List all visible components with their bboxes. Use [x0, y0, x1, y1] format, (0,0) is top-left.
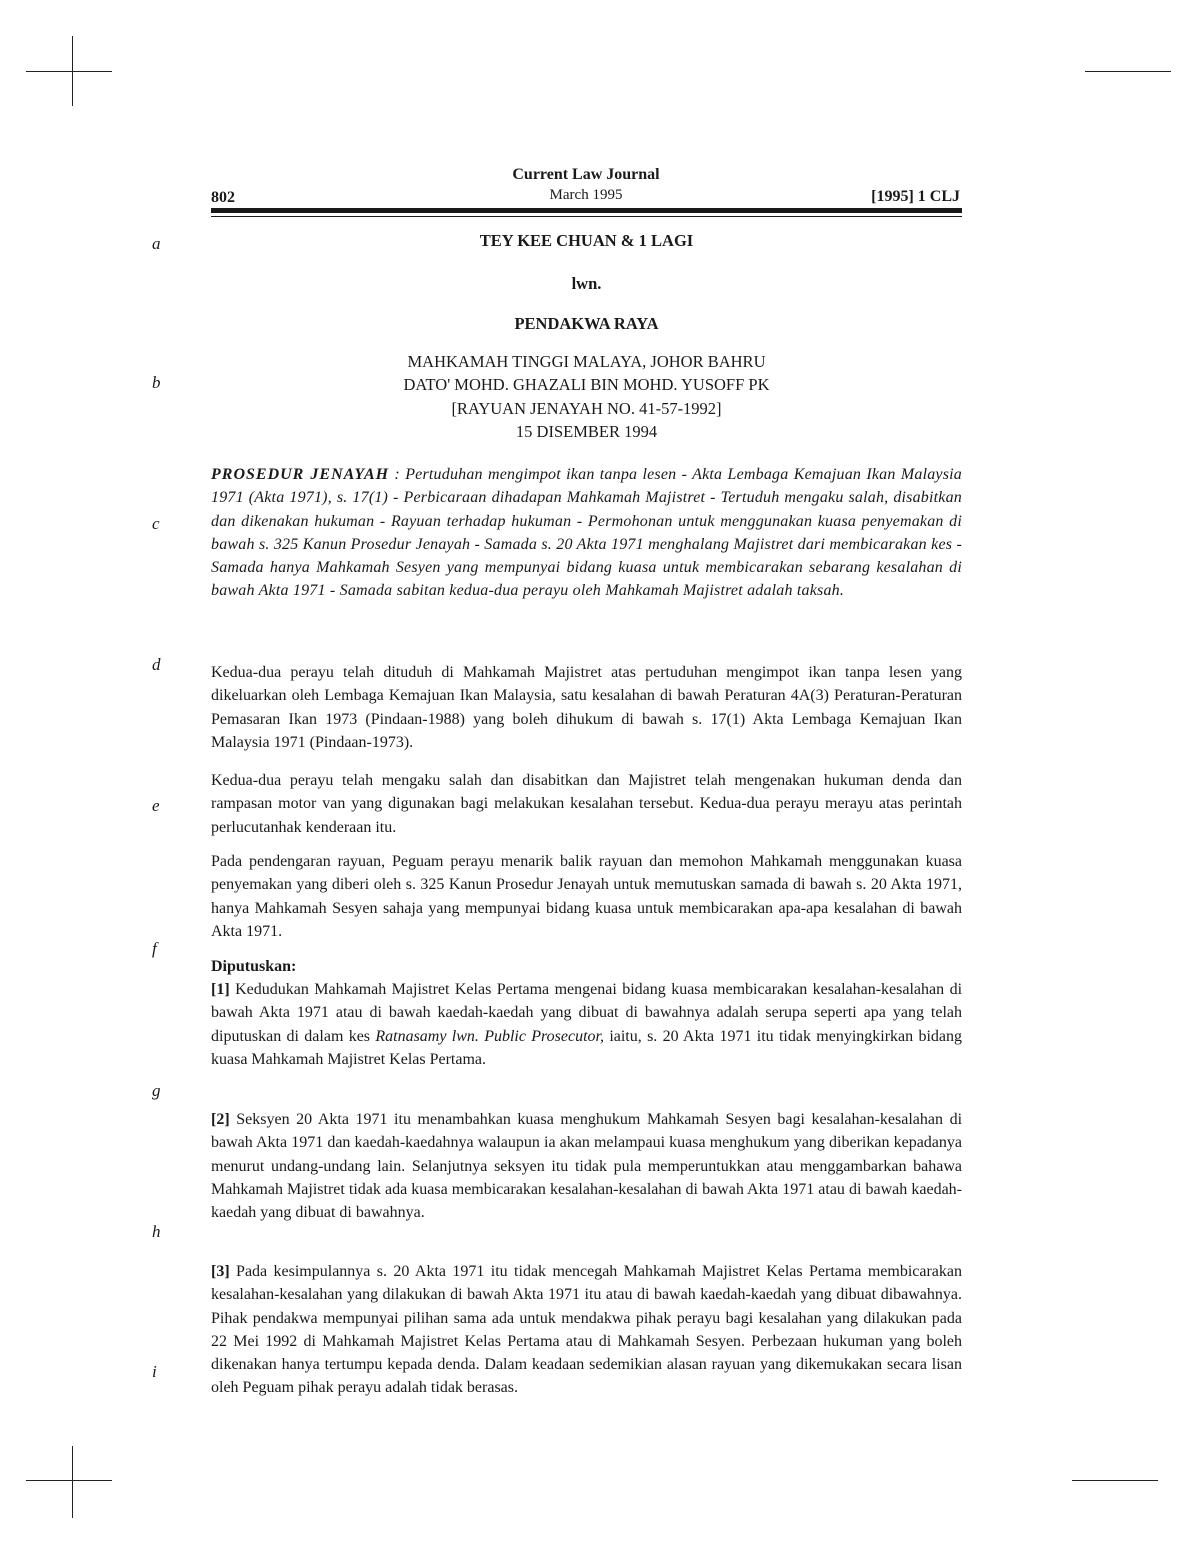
crop-mark-bottom-left-vertical: [72, 1446, 73, 1518]
case-number: [RAYUAN JENAYAH NO. 41-57-1992]: [451, 398, 722, 418]
court-name: MAHKAMAH TINGGI MALAYA, JOHOR BAHRU: [407, 352, 766, 371]
crop-mark-top-left-horizontal: [26, 71, 112, 72]
margin-letter-d: d: [152, 655, 161, 674]
case-parties-appellants: TEY KEE CHUAN & 1 LAGI: [479, 231, 694, 250]
held-item-text: Pada kesimpulannya s. 20 Akta 1971 itu tidak mencegah Mahkamah Majistret Kelas Pertama membicarakan kesalahan-kesalahan yang dilakukan di bawah Akta 1971 itu atau di bawah kaedah-kaedah yang dibuat dibawahnya. Pihak pendakwa mempunyai pilihan sama ada untuk mendakwa pihak perayu bagi kesalahan yang dilakukan pada 22 Mei 1992 di Mahkamah Majistret Kelas Pertama atau di Mahkamah Sesyen. Perbezaan hukuman yang boleh dikenakan hanya tertumpu kepada denda. Dalam keadaan sedemikian alasan rayuan yang dikemukakan secara lisan oleh Peguam pihak perayu adalah tidak berasas.: [211, 1263, 962, 1397]
crop-mark-top-right-horizontal: [1085, 71, 1171, 72]
margin-letter-g: g: [152, 1081, 161, 1100]
journal-title: Current Law Journal: [512, 166, 660, 183]
court-details: [211, 350, 962, 443]
headnote-paragraph-2: Kedua-dua perayu telah mengaku salah dan disabitkan dan Majistret telah mengenakan hukuman denda dan rampasan motor van yang digunakan bagi melakukan kesalahan tersebut. Kedua-dua perayu merayu atas perintah perlucutanhak kenderaan itu.: [211, 772, 962, 836]
case-versus: lwn.: [571, 274, 602, 293]
catchwords-text: : Pertuduhan mengimpot ikan tanpa lesen - Akta Lembaga Kemajuan Ikan Malaysia 1971 (Akta 1971), s. 17(1) - Perbicaraan dihadapan Mahkamah Majistret - Tertuduh mengaku salah, disabitkan dan dikenakan hukuman - Rayuan terhadap hukuman - Permohonan untuk menggunakan kuasa penyemakan di bawah s. 325 Kanun Prosedur Jenayah - Samada s. 20 Akta 1971 menghalang Majistret dari membicarakan kes - Samada hanya Mahkamah Sesyen yang mempunyai bidang kuasa untuk membicarakan sebarang kesalahan di bawah Akta 1971 - Samada sabitan kedua-dua perayu oleh Mahkamah Majistret adalah taksah.: [211, 466, 962, 600]
crop-mark-bottom-left-horizontal: [26, 1480, 112, 1481]
held-item-text: Kedudukan Mahkamah Majistret Kelas Pertama mengenai bidang kuasa membicarakan kesalahan-kesalahan di bawah Akta 1971 atau di bawah kaedah-kaedah yang dibuat di bawahnya adalah serupa seperti apa yang telah diputuskan di dalam kes: [211, 981, 963, 1045]
catchwords: [211, 463, 962, 603]
headnote-paragraph-1: Kedua-dua perayu telah dituduh di Mahkamah Majistret atas pertuduhan mengimpot ikan tanpa lesen yang dikeluarkan oleh Lembaga Kemajuan Ikan Malaysia, satu kesalahan di bawah Peraturan 4A(3) Peraturan-Peraturan Pemasaran Ikan 1973 (Pindaan-1988) yang boleh dihukum di bawah s. 17(1) Akta Lembaga Kemajuan Ikan Malaysia 1971 (Pindaan-1973).: [211, 664, 962, 751]
cited-case-name: Ratnasamy lwn. Public Prosecutor,: [375, 1027, 604, 1045]
held-item-2: [211, 1108, 962, 1224]
held-item-number: [1]: [211, 981, 230, 998]
margin-letter-b: b: [152, 373, 161, 392]
case-parties-respondent: PENDAKWA RAYA: [514, 314, 659, 333]
citation: [1995] 1 CLJ: [871, 188, 960, 205]
margin-letter-i: i: [152, 1362, 157, 1381]
margin-letter-e: e: [152, 796, 160, 815]
judgment-date: 15 DISEMBER 1994: [515, 421, 658, 441]
held-item-number: [3]: [211, 1263, 230, 1280]
held-heading: Diputuskan:: [211, 958, 297, 975]
margin-letter-c: c: [152, 514, 160, 533]
crop-mark-bottom-right-horizontal: [1072, 1480, 1158, 1481]
issue-month: March 1995: [549, 187, 623, 203]
held-item-3: [211, 1260, 962, 1400]
header-rule-thin: [211, 216, 962, 217]
margin-letter-f: f: [152, 939, 157, 958]
page-number: 802: [211, 189, 235, 206]
crop-mark-top-left-vertical: [72, 36, 73, 106]
held-item-text: iaitu, s. 20 Akta 1971 itu tidak menyingkirkan bidang kuasa Mahkamah Majistret Kelas Pertama.: [211, 1027, 962, 1068]
judge-name: DATO' MOHD. GHAZALI BIN MOHD. YUSOFF PK: [403, 375, 770, 395]
margin-letter-h: h: [152, 1222, 161, 1241]
catchwords-lead: PROSEDUR JENAYAH: [211, 466, 390, 483]
header-rule-thick: [211, 208, 962, 213]
headnote-paragraph-3: Pada pendengaran rayuan, Peguam perayu menarik balik rayuan dan memohon Mahkamah menggunakan kuasa penyemakan yang diberi oleh s. 325 Kanun Prosedur Jenayah untuk memutuskan samada di bawah s. 20 Akta 1971, hanya Mahkamah Sesyen sahaja yang mempunyai bidang kuasa untuk membicarakan apa-apa kesalahan di bawah Akta 1971.: [211, 853, 962, 940]
held-item-text: Seksyen 20 Akta 1971 itu menambahkan kuasa menghukum Mahkamah Sesyen bagi kesalahan-kesalahan di bawah Akta 1971 dan kaedah-kaedahnya walaupun ia akan melampaui kuasa menghukum yang diberikan kepadanya menurut undang-undang lain. Selanjutnya seksyen itu tidak pula memperuntukkan atau menggambarkan bahawa Mahkamah Majistret tidak ada kuasa membicarakan kesalahan-kesalahan di bawah Akta 1971 atau di bawah kaedah-kaedah yang dibuat di bawahnya.: [211, 1111, 963, 1222]
held-item-number: [2]: [211, 1111, 230, 1128]
held-item-1: [211, 978, 962, 1071]
margin-letter-a: a: [152, 234, 161, 253]
